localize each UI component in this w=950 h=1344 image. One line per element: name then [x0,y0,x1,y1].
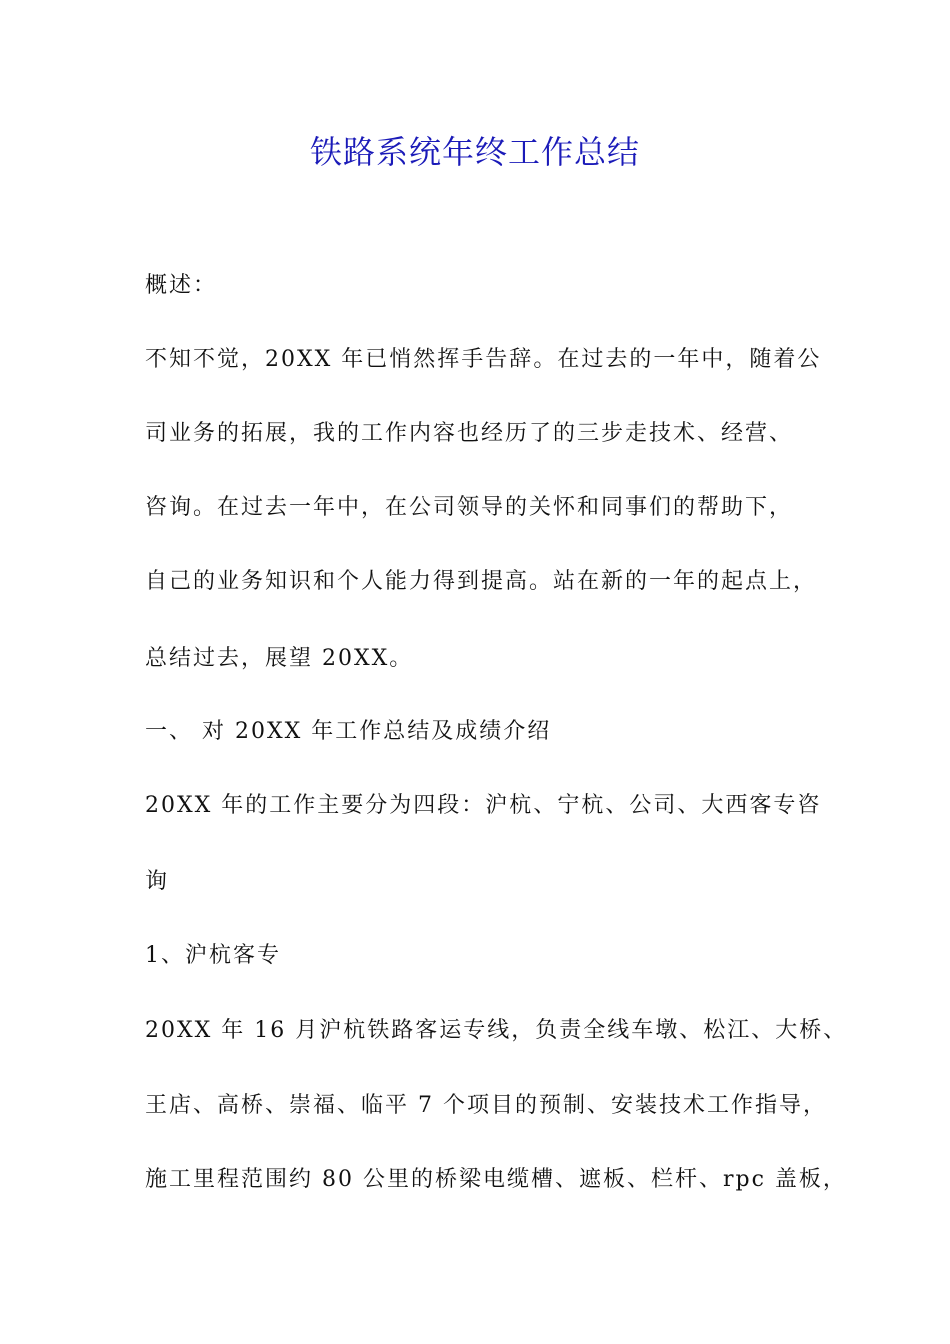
paragraph-line: 不知不觉，20XX 年已悄然挥手告辞。在过去的一年中，随着公 [145,347,822,372]
overview-heading: 概述： [145,273,218,298]
paragraph-line: 总结过去，展望 20XX。 [145,646,414,671]
section-heading: 一、 对 20XX 年工作总结及成绩介绍 [145,719,552,744]
subsection-heading: 1、沪杭客专 [145,943,281,968]
paragraph-line: 20XX 年的工作主要分为四段：沪杭、宁杭、公司、大西客专咨 [145,793,822,818]
paragraph-line: 施工里程范围约 80 公里的桥梁电缆槽、遮板、栏杆、rpc 盖板， [145,1167,847,1192]
paragraph-line: 自己的业务知识和个人能力得到提高。站在新的一年的起点上， [145,569,818,594]
paragraph-line: 王店、高桥、崇福、临平 7 个项目的预制、安装技术工作指导， [145,1093,827,1118]
paragraph-line: 司业务的拓展，我的工作内容也经历了的三步走技术、经营、 [145,421,794,446]
document-title: 铁路系统年终工作总结 [309,133,640,171]
paragraph-line: 20XX 年 16 月沪杭铁路客运专线，负责全线车墩、松江、大桥、 [145,1018,848,1043]
paragraph-line: 询 [145,869,170,894]
paragraph-line: 咨询。在过去一年中，在公司领导的关怀和同事们的帮助下， [145,495,794,520]
